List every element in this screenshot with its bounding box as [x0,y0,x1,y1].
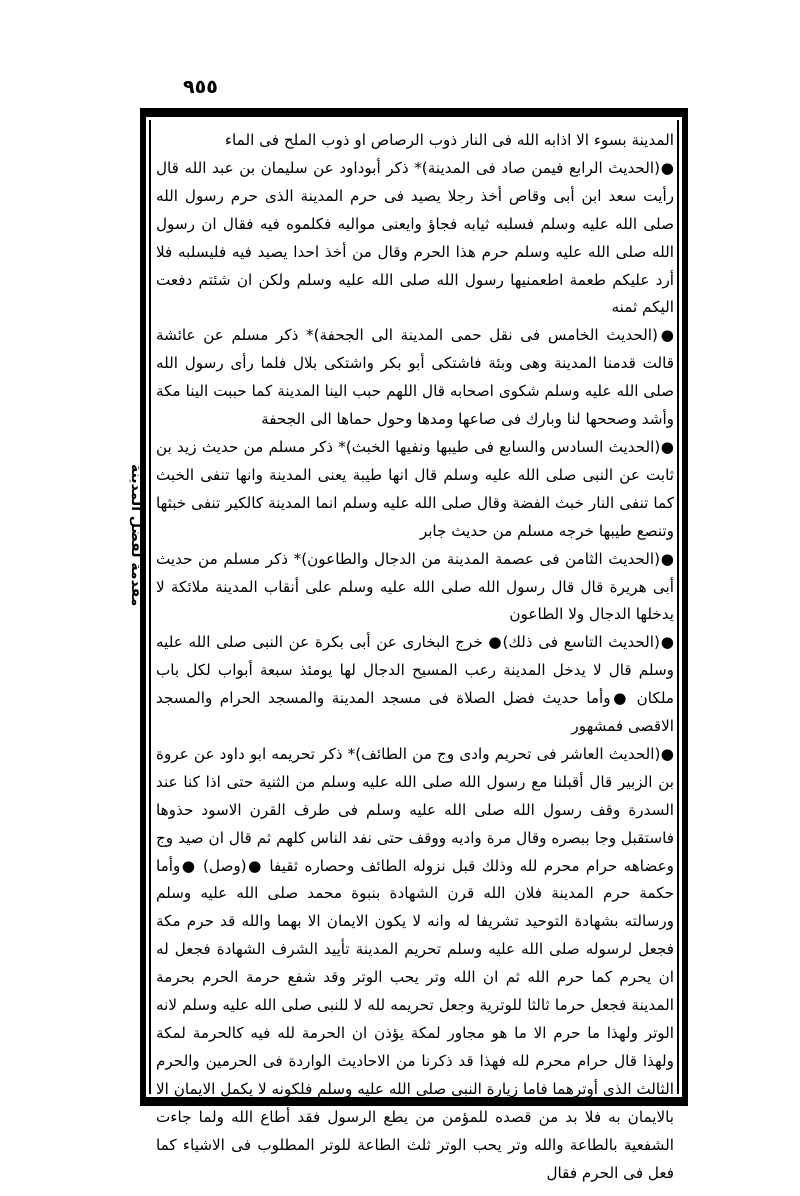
paragraph: ●(الحديث الرابع فيمن صاد فى المدينة)* ذكر أبوداود عن سليمان بن عبد الله قال رأيت سعد ابن أبى وقاص أخذ رجلا يصيد فى حرم المدينة الذى حرم رسول الله صلى الله عليه وسلم فسلبه ثيابه فجاؤ وايعنى مواليه فكلموه فيه فقال ان رسول الله صلى الله عليه وسلم حرم هذا الحرم وقال من أخذ احدا يصيد فيه فليسلبه فلا أرد عليكم طعمة اطعمنيها رسول الله صلى الله عليه وسلم ولكن ان شئتم دفعت اليكم ثمنه [156,158,674,317]
marginal-note: مقدمة لفضل المدينة [128,463,144,607]
paragraph: ●(الحديث التاسع فى ذلك)● خرج البخارى عن أبى بكرة عن النبى صلى الله عليه وسلم قال لا يدخل المدينة رعب المسيح الدجال لها يومئذ سبعة أبواب لكل باب ملكان ●وأما حديث فضل الصلاة فى مسجد المدينة والمسجد الحرام والمسجد الاقصى فمشهور [156,633,674,736]
paragraph: ●(الحديث السادس والسابع فى طيبها ونفيها الخبث)* ذكر مسلم من حديث زيد بن ثابت عن النبى صلى الله عليه وسلم قال انها طيبة يعنى المدينة وانها تنفى الخبث كما تنفى النار خبث الفضة وقال صلى الله عليه وسلم انما المدينة كالكير تنفى خبثها وتنصع طيبها خرجه مسلم من حديث جابر [156,437,674,540]
page-number: ٩٥٥ [183,76,218,98]
paragraph: المدينة بسوء الا اذابه الله فى النار ذوب الرصاص او ذوب الملح فى الماء [224,131,674,149]
body-text [156,127,674,1187]
text-frame [140,108,688,1182]
paragraph: ●(الحديث الخامس فى نقل حمى المدينة الى الجحفة)* ذكر مسلم عن عائشة قالت قدمنا المدينة وهى وبئة فاشتكى أبو بكر واشتكى بلال فلما رأى رسول الله صلى الله عليه وسلم شكوى اصحابه قال اللهم حبب الينا المدينة كما حببت الينا مكة وأشد وصححها لنا وبارك فى صاعها ومدها وحول حماها الى الجحفة [156,326,674,429]
paragraph: ●(الحديث الثامن فى عصمة المدينة من الدجال والطاعون)* ذكر مسلم من حديث أبى هريرة قال قال رسول الله صلى الله عليه وسلم على أنقاب المدينة ملائكة لا يدخلها الدجال ولا الطاعون [156,549,674,624]
paragraph: ●(الحديث العاشر فى تحريم وادى وج من الطائف)* ذكر تحريمه ابو داود عن عروة بن الزبير قال أقبلنا مع رسول الله صلى الله عليه وسلم من الثنية حتى اذا كنا عند السدرة وقف رسول الله صلى الله عليه وسلم فى طرف القرن الاسود حذوها فاستقبل وجا ببصره وقال مرة واديه ووقف حتى نفد الناس كلهم ثم قال ان صيد وج وعضاهه حرام محرم لله وذلك قبل نزوله الطائف وحصاره ثقيفا ●(وصل) ●وأما حكمة حرم المدينة فلان الله قرن الشهادة بنبوة محمد صلى الله عليه وسلم ورسالته بشهادة التوحيد تشريفا له وانه لا يكون الايمان الا بهما والله قد حرم مكة فجعل لرسوله صلى الله عليه وسلم تحريم المدينة تأييد الشرف الشهادة فجعل له ان يحرم كما حرم الله ثم ان الله وتر يحب الوتر وقد شفع حرمة الحرم بحرمة المدينة فجعل حرما ثالثا للوترية وجعل تحريمه لله لا للنبى صلى الله عليه وسلم لانه الوتر ولهذا ما حرم الا ما هو مجاور لمكة يؤذن ان الحرمة لله فيه كالحرمة لمكة ولهذا قال حرام محرم لله فهذا قد ذكرنا من الاحاديث الواردة فى الحرمين والحرم الثالث الذى أوترهما فاما زيارة النبى صلى الله عليه وسلم فلكونه لا يكمل الايمان الا بالايمان به فلا بد من قصده للمؤمن من يطع الرسول فقد أطاع الله ولما جاءت الشفعية بالطاعة والله وتر يحب الوتر ثلث الطاعة للوتر المطلوب فى الاشياء كما فعل فى الحرم فقال [156,744,674,1182]
